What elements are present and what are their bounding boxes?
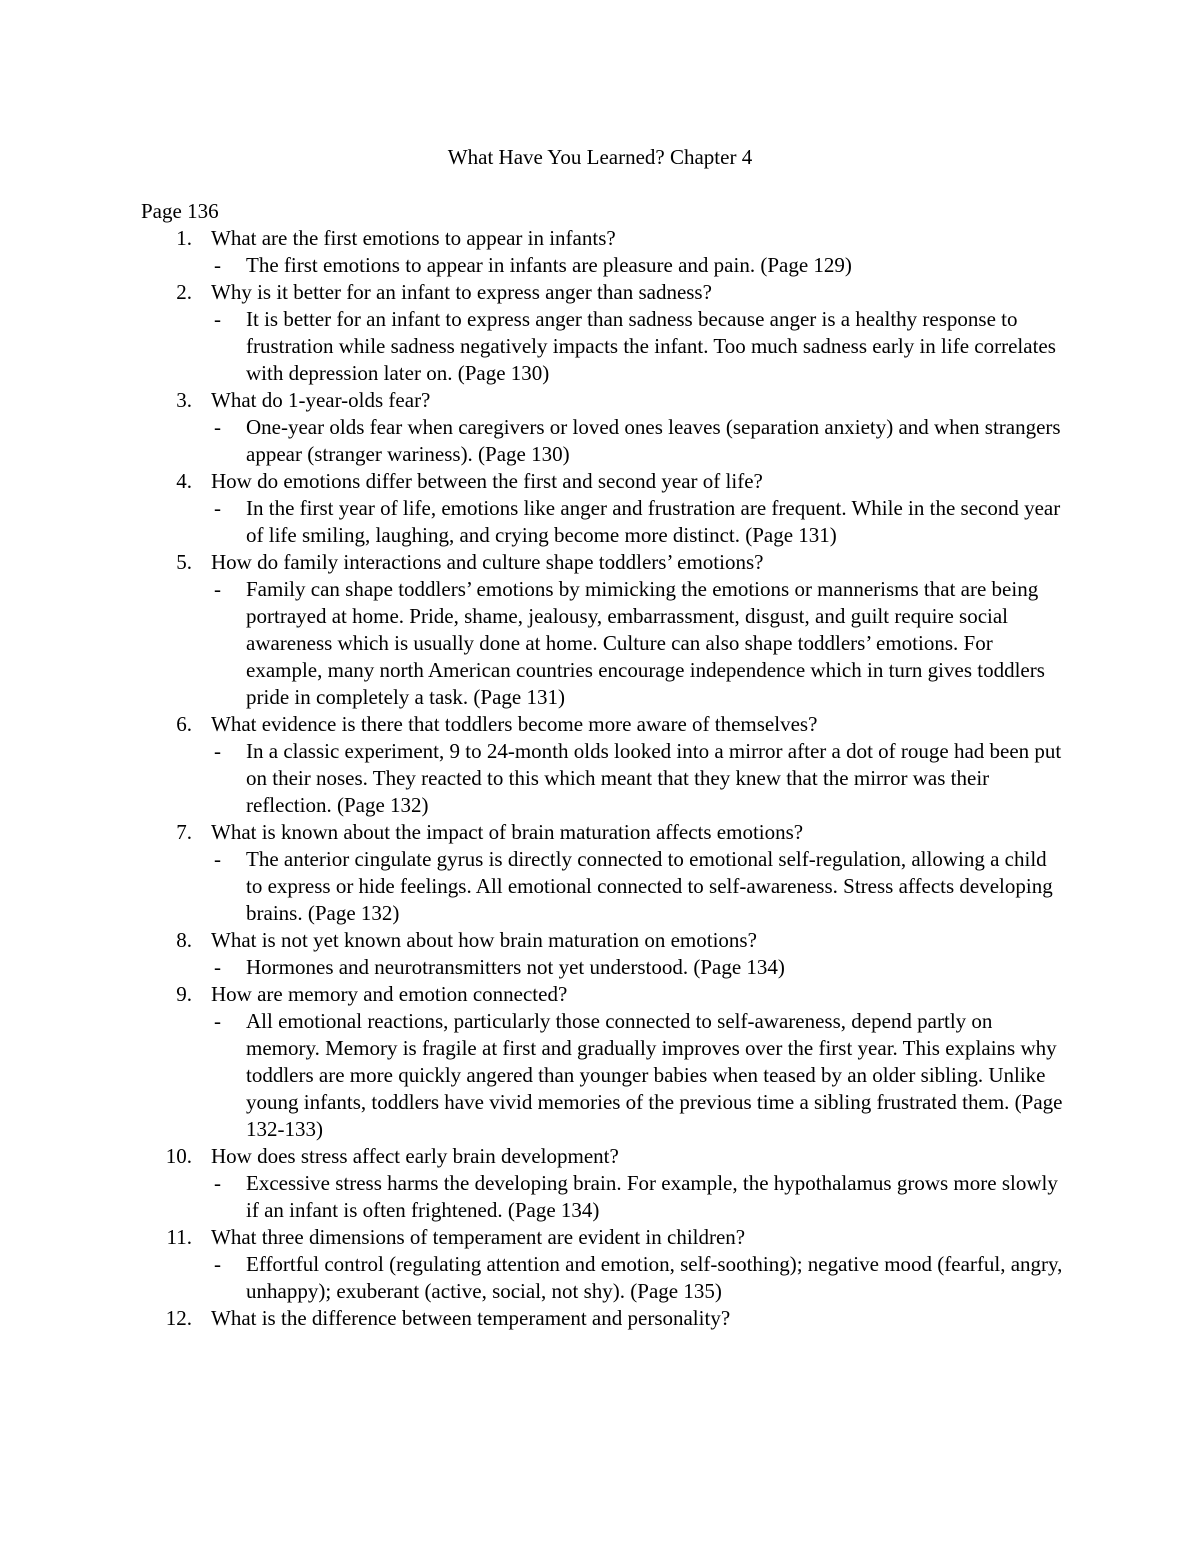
question-item — [0, 981, 1200, 1143]
question-number: 9. — [176, 982, 192, 1006]
answer-text — [214, 1251, 1066, 1305]
question-item — [0, 711, 1200, 819]
answer-body: Excessive stress harms the developing brain. For example, the hypothalamus grows more slowly if an infant is often frightened. (Page 134) — [246, 1171, 1058, 1222]
question-text: How are memory and emotion connected? — [211, 982, 568, 1006]
answer-bullet-dash: - — [214, 1171, 221, 1195]
answer-bullet-dash: - — [214, 739, 221, 763]
question-text: What is not yet known about how brain maturation on emotions? — [211, 928, 757, 952]
answer-bullet-dash: - — [214, 253, 221, 277]
question-text: Why is it better for an infant to express anger than sadness? — [211, 280, 712, 304]
question-text: What do 1-year-olds fear? — [211, 388, 431, 412]
answer-text — [214, 252, 1066, 279]
question-line — [0, 225, 1200, 252]
answer-text — [214, 414, 1066, 468]
question-item — [0, 279, 1200, 387]
answer-body: Effortful control (regulating attention and emotion, self-soothing); negative mood (fearful, angry, unhappy); exuberant (active, social, not shy). (Page 135) — [246, 1252, 1063, 1303]
question-line — [0, 549, 1200, 576]
question-text: What three dimensions of temperament are evident in children? — [211, 1225, 746, 1249]
answer-body: In a classic experiment, 9 to 24-month olds looked into a mirror after a dot of rouge had been put on their noses. They reacted to this which meant that they knew that the mirror was their reflection. (Page 132) — [246, 739, 1062, 817]
question-line — [0, 819, 1200, 846]
question-item — [0, 1143, 1200, 1224]
question-item — [0, 819, 1200, 927]
question-item — [0, 1305, 1200, 1332]
question-number: 5. — [176, 550, 192, 574]
answer-text — [214, 495, 1066, 549]
question-text: What is known about the impact of brain maturation affects emotions? — [211, 820, 804, 844]
document-title: What Have You Learned? Chapter 4 — [447, 145, 753, 169]
question-line — [0, 387, 1200, 414]
answer-bullet-dash: - — [214, 415, 221, 439]
question-number: 4. — [176, 469, 192, 493]
question-number: 8. — [176, 928, 192, 952]
answer-text — [214, 738, 1066, 819]
answer-bullet-dash: - — [214, 577, 221, 601]
answer-bullet-dash: - — [214, 1009, 221, 1033]
question-line — [0, 927, 1200, 954]
question-number: 1. — [176, 226, 192, 250]
answer-text — [214, 1008, 1066, 1143]
answer-bullet-dash: - — [214, 955, 221, 979]
question-number: 11. — [166, 1225, 192, 1249]
question-number: 3. — [176, 388, 192, 412]
question-number: 7. — [176, 820, 192, 844]
question-number: 12. — [165, 1306, 192, 1330]
answer-text — [214, 846, 1066, 927]
answer-bullet-dash: - — [214, 847, 221, 871]
answer-body: The anterior cingulate gyrus is directly connected to emotional self-regulation, allowing a child to express or hide feelings. All emotional connected to self-awareness. Stress affects developing brains. (Page 132) — [246, 847, 1053, 925]
question-line — [0, 468, 1200, 495]
question-text: What are the first emotions to appear in infants? — [211, 226, 616, 250]
question-list — [0, 225, 1200, 1332]
question-line — [0, 1305, 1200, 1332]
question-text: How does stress affect early brain development? — [211, 1144, 619, 1168]
answer-body: Family can shape toddlers’ emotions by mimicking the emotions or mannerisms that are being portrayed at home. Pride, shame, jealousy, embarrassment, disgust, and guilt require social awareness which is usually done at home. Culture can also shape toddlers’ emotions. For example, many north American countries encourage independence which in turn gives toddlers pride in completely a task. (Page 131) — [246, 577, 1045, 709]
answer-bullet-dash: - — [214, 307, 221, 331]
question-text: How do emotions differ between the first and second year of life? — [211, 469, 763, 493]
question-line — [0, 1143, 1200, 1170]
question-line — [0, 711, 1200, 738]
answer-bullet-dash: - — [214, 1252, 221, 1276]
question-line — [0, 981, 1200, 1008]
answer-text — [214, 1170, 1066, 1224]
question-item — [0, 468, 1200, 549]
answer-body: In the first year of life, emotions like anger and frustration are frequent. While in the second year of life smiling, laughing, and crying become more distinct. (Page 131) — [246, 496, 1061, 547]
question-item — [0, 927, 1200, 981]
question-text: How do family interactions and culture shape toddlers’ emotions? — [211, 550, 764, 574]
question-item — [0, 1224, 1200, 1305]
page-label: Page 136 — [141, 199, 219, 223]
answer-body: All emotional reactions, particularly those connected to self-awareness, depend partly on memory. Memory is fragile at first and gradually improves over the first year. This explains why toddlers are more quickly angered than younger babies when teased by an older sibling. Unlike young infants, toddlers have vivid memories of the previous time a sibling frustrated them. (Page 132-133) — [246, 1009, 1063, 1141]
question-item — [0, 549, 1200, 711]
question-text: What is the difference between temperament and personality? — [211, 1306, 731, 1330]
answer-body: One-year olds fear when caregivers or loved ones leaves (separation anxiety) and when strangers appear (stranger wariness). (Page 130) — [246, 415, 1061, 466]
question-item — [0, 387, 1200, 468]
answer-bullet-dash: - — [214, 496, 221, 520]
question-item — [0, 225, 1200, 279]
question-number: 10. — [165, 1144, 192, 1168]
question-line — [0, 1224, 1200, 1251]
question-line — [0, 279, 1200, 306]
question-text: What evidence is there that toddlers become more aware of themselves? — [211, 712, 818, 736]
answer-body: It is better for an infant to express anger than sadness because anger is a healthy response to frustration while sadness negatively impacts the infant. Too much sadness early in life correlates with depression later on. (Page 130) — [246, 307, 1056, 385]
answer-text — [214, 954, 1066, 981]
answer-body: Hormones and neurotransmitters not yet understood. (Page 134) — [246, 955, 785, 979]
answer-text — [214, 306, 1066, 387]
answer-body: The first emotions to appear in infants are pleasure and pain. (Page 129) — [246, 253, 852, 277]
question-number: 6. — [176, 712, 192, 736]
answer-text — [214, 576, 1066, 711]
question-number: 2. — [176, 280, 192, 304]
